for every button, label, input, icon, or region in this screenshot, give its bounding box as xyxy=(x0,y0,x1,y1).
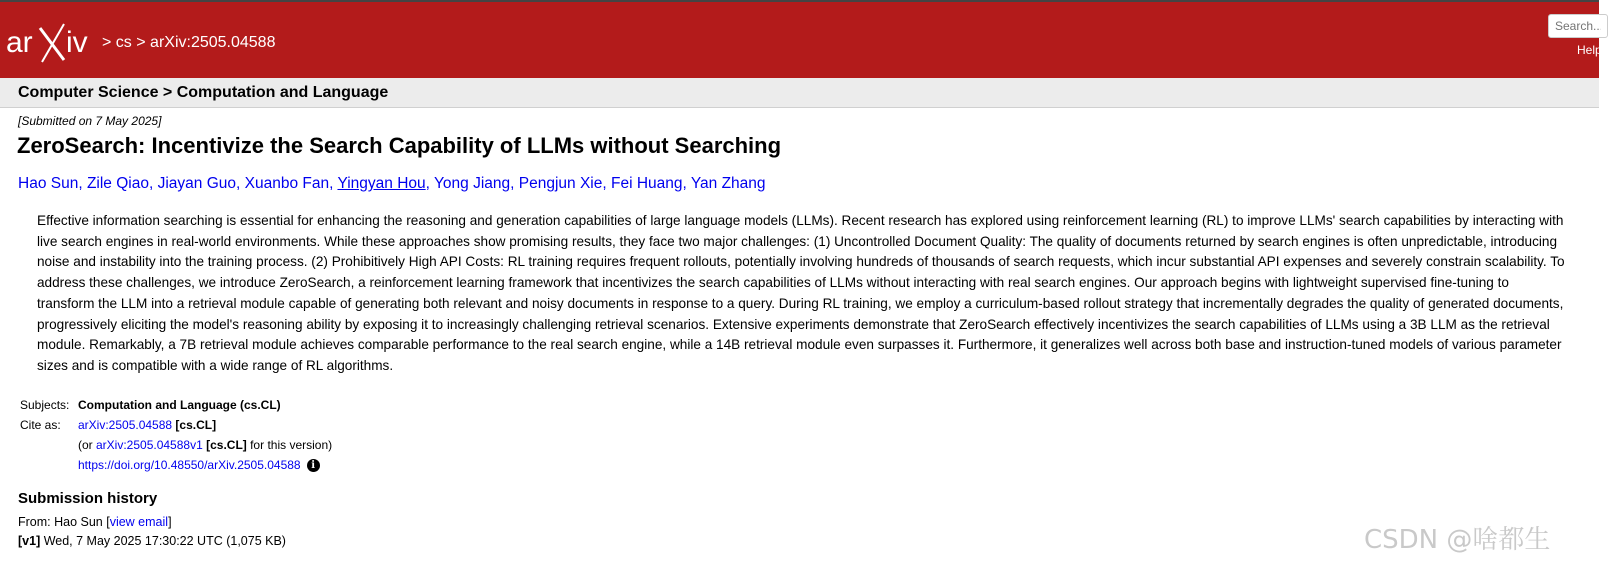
submission-history-title: Submission history xyxy=(18,490,158,507)
author-link[interactable]: Zile Qiao xyxy=(86,175,149,192)
cite-tag: [cs.CL] xyxy=(175,418,217,432)
doi-link[interactable]: https://doi.org/10.48550/arXiv.2505.04588 xyxy=(78,458,301,472)
version-row xyxy=(18,439,332,459)
version-prefix: (or xyxy=(78,438,96,452)
author-link[interactable]: Hao Sun xyxy=(18,175,79,192)
category-bar xyxy=(0,78,1599,108)
doi-row xyxy=(18,459,332,479)
from-suffix: ] xyxy=(168,515,172,529)
breadcrumb-separator: > xyxy=(102,34,112,51)
site-header xyxy=(0,0,1602,78)
author-separator: , xyxy=(682,175,691,192)
cite-label: Cite as: xyxy=(20,418,61,432)
author-link[interactable]: Fei Huang xyxy=(610,175,683,192)
help-link[interactable]: Help xyxy=(1577,43,1602,57)
cite-row xyxy=(18,419,332,439)
version-tag: [cs.CL] xyxy=(206,438,247,452)
doi-value xyxy=(78,459,332,479)
breadcrumb xyxy=(102,34,275,52)
author-separator: , xyxy=(425,175,434,192)
info-icon[interactable]: i xyxy=(307,459,320,472)
version-link[interactable]: arXiv:2505.04588v1 xyxy=(96,438,203,452)
from-prefix: From: Hao Sun [ xyxy=(18,515,110,529)
v1-tag[interactable]: [v1] xyxy=(18,534,41,548)
author-separator: , xyxy=(236,175,245,192)
cite-value xyxy=(78,419,332,439)
version-v1 xyxy=(18,534,286,548)
author-link[interactable]: Xuanbo Fan xyxy=(244,175,330,192)
subjects-value: Computation and Language (cs.CL) xyxy=(78,398,281,412)
author-link[interactable]: Pengjun Xie xyxy=(518,175,603,192)
cite-link[interactable]: arXiv:2505.04588 xyxy=(78,418,173,432)
subjects-label: Subjects: xyxy=(20,398,70,412)
svg-text:ar: ar xyxy=(6,26,33,59)
search-input[interactable] xyxy=(1548,14,1608,38)
breadcrumb-separator: > xyxy=(136,34,146,51)
submission-from xyxy=(18,515,172,529)
svg-text:iv: iv xyxy=(66,26,88,59)
version-suffix: for this version) xyxy=(246,438,333,452)
author-link-hovered[interactable]: Yingyan Hou xyxy=(337,175,426,192)
author-separator: , xyxy=(148,175,158,192)
author-separator: , xyxy=(602,175,611,192)
abstract: Effective information searching is essential for enhancing the reasoning and generation capabilities of large language models (LLMs). Recent research has explored using reinforcement learning (RL) to improve LLMs' search capabilities by interacting with live search engines in real-world environments. While these approaches show promising results, they face two major challenges: (1) Uncontrolled Document Quality: The quality of documents returned by search engines is often unpredictable, introducing noise and instability into the training process. (2) Prohibitively High API Costs: RL training requires frequent rollouts, potentially involving hundreds of thousands of search requests, which incur substantial API expenses and severely constrain scalability. To address these challenges, we introduce ZeroSearch, a reinforcement learning framework that incentivizes the search capabilities of LLMs without interacting with real search engines. Our approach begins with lightweight supervised fine-tuning to transform the LLM into a retrieval module capable of generating both relevant and noisy documents in response to a query. During RL training, we employ a curriculum-based rollout strategy that incrementally degrades the quality of generated documents, progressively eliciting the model's reasoning ability by exposing it to increasingly challenging retrieval scenarios. Extensive experiments demonstrate that ZeroSearch effectively incentivizes the search capabilities of LLMs using a 3B LLM as the retrieval module. Remarkably, a 7B retrieval module achieves comparable performance to the real search engine, while a 14B retrieval module even surpasses it. Furthermore, it generalizes well across both base and instruction-tuned models of various parameter sizes and is compatible with a wide range of RL algorithms. xyxy=(37,213,1565,373)
paper-title: ZeroSearch: Incentivize the Search Capability of LLMs without Searching xyxy=(17,133,782,158)
metadata-table xyxy=(18,399,332,479)
author-link[interactable]: Yan Zhang xyxy=(690,175,766,192)
subjects-row xyxy=(18,399,332,419)
author-separator: , xyxy=(510,175,519,192)
watermark: CSDN @啥都生 xyxy=(1364,525,1551,555)
version-value xyxy=(78,439,332,459)
author-list xyxy=(18,175,766,193)
author-link[interactable]: Jiayan Guo xyxy=(157,175,237,192)
category-title: Computer Science > Computation and Language xyxy=(18,84,389,101)
author-separator: , xyxy=(78,175,87,192)
author-link[interactable]: Yong Jiang xyxy=(434,175,511,192)
author-separator: , xyxy=(329,175,338,192)
breadcrumb-cs[interactable]: cs xyxy=(115,34,132,51)
v1-details: Wed, 7 May 2025 17:30:22 UTC (1,075 KB) xyxy=(40,534,286,548)
view-email-link[interactable]: view email xyxy=(109,515,169,529)
breadcrumb-paper-id: arXiv:2505.04588 xyxy=(150,34,276,51)
arxiv-logo[interactable] xyxy=(6,20,98,64)
submission-date: [Submitted on 7 May 2025] xyxy=(18,114,162,128)
